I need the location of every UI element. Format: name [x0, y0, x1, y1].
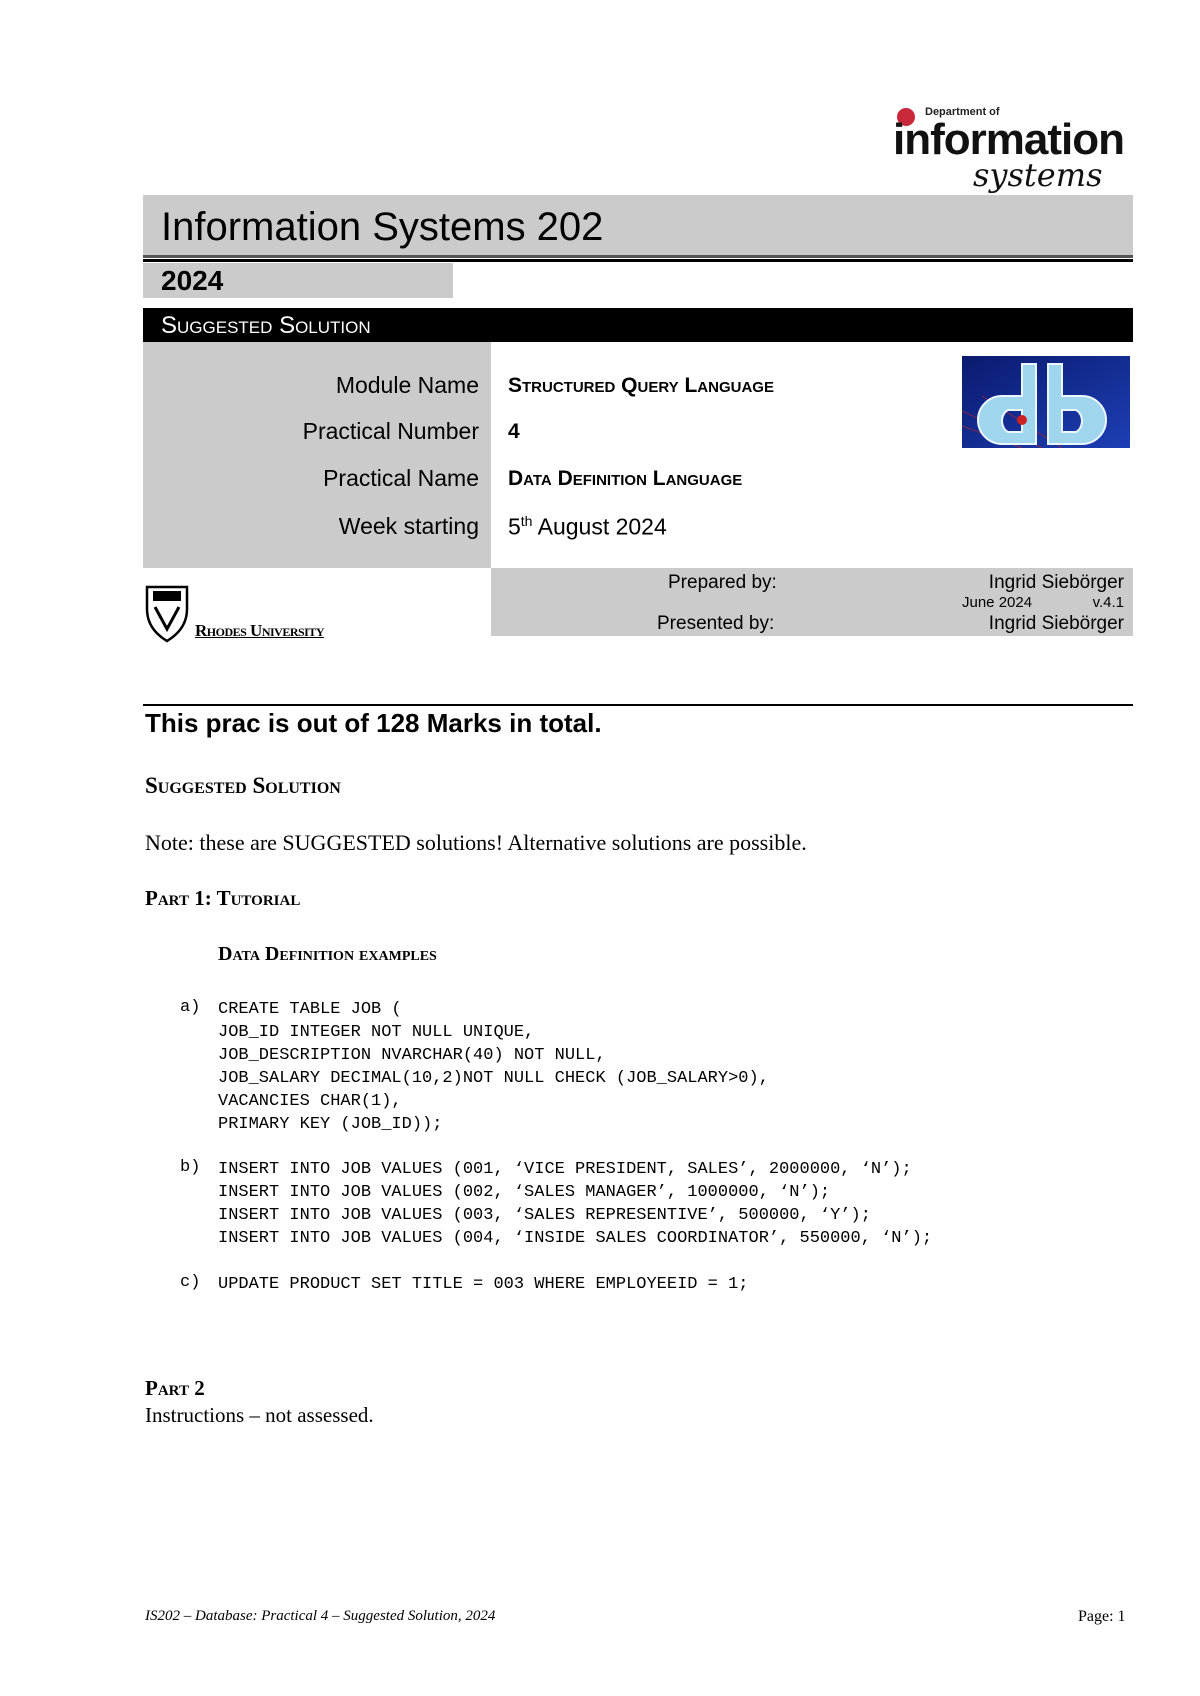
module-name-value: Structured Query Language [508, 374, 774, 397]
note-text: Note: these are SUGGESTED solutions! Alternative solutions are possible. [145, 830, 807, 855]
prepared-date: June 2024 [962, 594, 1033, 611]
page-title: Information Systems 202 [161, 205, 604, 249]
logo-department-text: Department of [925, 106, 1000, 118]
university-crest-icon [143, 583, 191, 643]
week-starting-value [508, 513, 667, 541]
practical-number-label: Practical Number [302, 418, 479, 444]
university-name: Rhodes University [195, 621, 325, 640]
code-c-label: c) [180, 1273, 201, 1292]
rhodes-university-logo [143, 583, 383, 645]
department-logo [893, 100, 1133, 200]
code-b-label: b) [180, 1158, 201, 1177]
year-label: 2024 [161, 265, 224, 296]
code-block-b: INSERT INTO JOB VALUES (001, ‘VICE PRESIDENT, SALES’, 2000000, ‘N’); INSERT INTO JOB VALUES (002, ‘SALES MANAGER’, 1000000, ‘N’); INSERT INTO JOB VALUES (003, ‘SALES REPRESENTIVE’, 500000, ‘Y’); INSERT INTO JOB VALUES (004, ‘INSIDE SALES COORDINATOR’, 550000, ‘N’); [218, 1160, 933, 1248]
part2-heading: Part 2 [145, 1376, 205, 1400]
practical-name-value: Data Definition Language [508, 467, 743, 490]
logo-systems-text: systems [973, 156, 1103, 194]
section-divider [143, 704, 1133, 706]
week-month-year: August 2024 [532, 513, 667, 540]
footer-page-number: Page: 1 [1078, 1608, 1126, 1625]
prepared-by-label: Prepared by: [668, 572, 777, 593]
db-logo-icon [962, 356, 1130, 448]
part1-heading: Part 1: Tutorial [145, 886, 301, 910]
solution-banner-text: Suggested Solution [161, 312, 371, 339]
module-name-label: Module Name [335, 372, 479, 398]
title-rule [143, 255, 1133, 258]
logo-information-text: information [893, 115, 1124, 164]
practical-name-label: Practical Name [323, 465, 479, 491]
code-a-label: a) [180, 998, 201, 1017]
week-day: 5 [508, 513, 521, 540]
total-marks-heading: This prac is out of 128 Marks in total. [145, 708, 602, 738]
solution-heading: Suggested Solution [145, 773, 341, 798]
footer-document-title: IS202 – Database: Practical 4 – Suggested Solution, 2024 [145, 1608, 496, 1624]
prepared-by-name: Ingrid Siebörger [988, 572, 1124, 593]
presented-by-label: Presented by: [657, 613, 775, 634]
title-rule-thick [143, 259, 1133, 262]
week-day-suffix: th [520, 513, 533, 529]
code-block-c: UPDATE PRODUCT SET TITLE = 003 WHERE EMPLOYEEID = 1; [218, 1275, 749, 1294]
version-label: v.4.1 [1092, 594, 1124, 611]
code-block-a: CREATE TABLE JOB ( JOB_ID INTEGER NOT NULL UNIQUE, JOB_DESCRIPTION NVARCHAR(40) NOT NULL, JOB_SALARY DECIMAL(10,2)NOT NULL CHECK (JOB_SALARY>0), VACANCIES CHAR(1), PRIMARY KEY (JOB_ID)); [218, 1000, 769, 1134]
presented-by-name: Ingrid Siebörger [988, 613, 1124, 634]
week-starting-label: Week starting [338, 513, 479, 539]
practical-number-value: 4 [508, 420, 520, 443]
part2-text: Instructions – not assessed. [145, 1403, 374, 1427]
examples-subheading: Data Definition examples [218, 943, 437, 965]
